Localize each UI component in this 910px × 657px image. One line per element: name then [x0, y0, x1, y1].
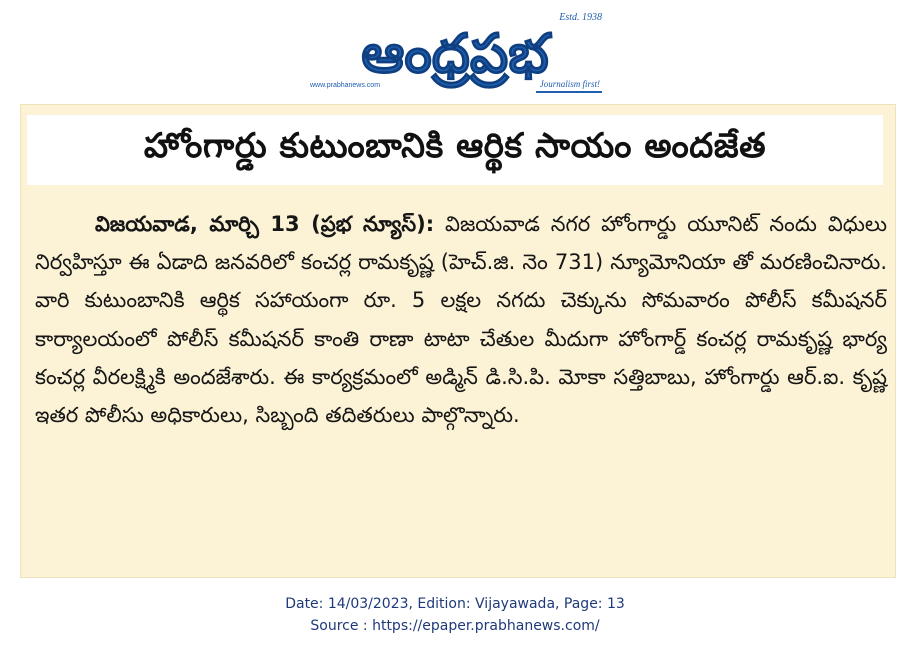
- news-clipping: [20, 104, 896, 578]
- masthead-logo: [300, 8, 610, 100]
- masthead-underline: [536, 91, 602, 93]
- headline-box: [27, 115, 883, 185]
- article-dateline: విజయవాడ, మార్చి 13 (ప్రభ న్యూస్):: [95, 212, 435, 236]
- article-text: విజయవాడ నగర హోంగార్డు యూనిట్ నందు విధులు నిర్వహిస్తూ ఈ ఏడాది జనవరిలో కంచర్ల రామకృష్ణ (హెచ్.జి. నెం 731) న్యూమోనియా తో మరణించినారు. వారి కుటుంబానికి ఆర్థిక సహాయంగా రూ. 5 లక్షల నగదు చెక్కును సోమవారం పోలీస్ కమీషనర్ కార్యాలయంలో పోలీస్ కమీషనర్ కాంతి రాణా టాటా చేతుల మీదుగా హోంగార్డ్ కంచర్ల రామకృష్ణ భార్య కంచర్ల వీరలక్ష్మికి అందజేశారు. ఈ కార్యక్రమంలో అడ్మిన్ డి.సి.పి. మోకా సత్తిబాబు, హోంగార్డు ఆర్.ఐ. కృష్ణ ఇతర పోలీసు అధికారులు, సిబ్బంది తదితరులు పాల్గొన్నారు.: [35, 212, 887, 428]
- masthead-logo-graphic: [300, 8, 610, 100]
- tagline-label: Journalism first!: [539, 79, 600, 89]
- logo-wordmark: ఆంధ్రప్రభ: [361, 22, 549, 85]
- article-headline: హోంగార్డు కుటుంబానికి ఆర్థిక సాయం అందజేత: [143, 126, 767, 166]
- edition-info: Date: 14/03/2023, Edition: Vijayawada, Page: 13: [285, 596, 625, 612]
- article-body: [35, 205, 887, 434]
- website-label: www.prabhanews.com: [310, 82, 381, 89]
- source-info: Source : https://epaper.prabhanews.com/: [310, 618, 600, 634]
- established-label: Estd. 1938: [559, 12, 602, 23]
